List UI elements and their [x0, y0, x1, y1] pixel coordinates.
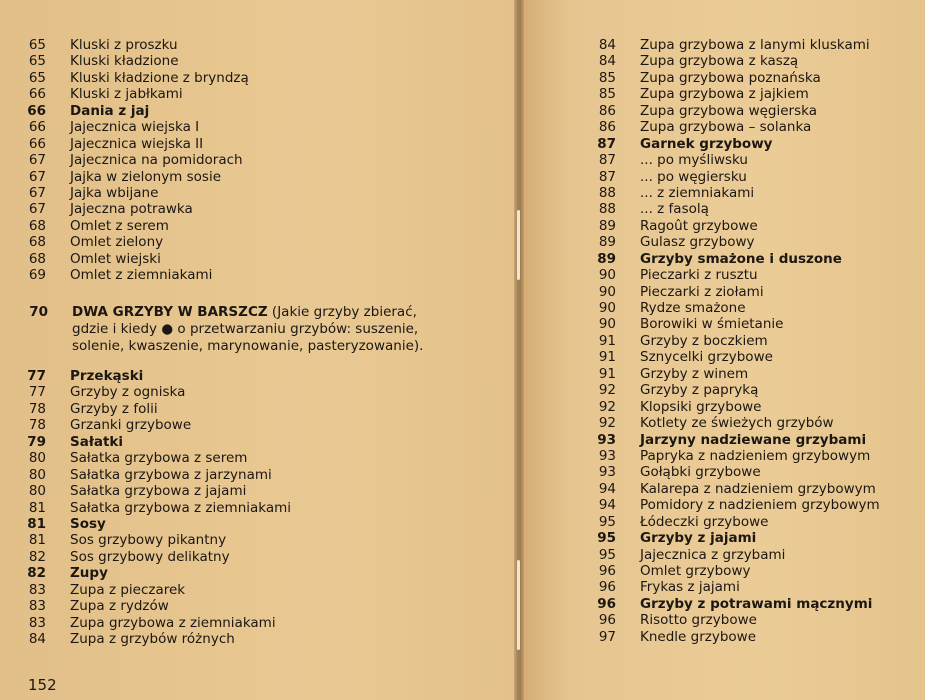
toc-page-number: 65: [28, 37, 46, 53]
toc-entry-title: Frykas z jajami: [640, 579, 740, 596]
toc-page-number: 93: [598, 464, 616, 481]
page-number: 152: [28, 676, 57, 694]
toc-page-number: 89: [598, 234, 616, 251]
toc-page-number: 93: [598, 447, 616, 464]
toc-page-number: 83: [28, 614, 46, 631]
toc-entry-title: Omlet grzybowy: [640, 563, 751, 579]
toc-page-number: 92: [598, 415, 616, 432]
toc-entry-title: Zupa z rydzów: [70, 598, 169, 615]
toc-page-number: 67: [28, 168, 46, 185]
toc-page-number: 90: [598, 283, 616, 300]
toc-entry-title: Grzyby z winem: [640, 365, 749, 382]
toc-page-number: 67: [28, 152, 46, 169]
toc-page-number: 95: [598, 513, 616, 530]
toc-entry-title: Zupa grzybowa węgierska: [640, 102, 817, 119]
toc-section-heading: Jarzyny nadziewane grzybami: [640, 431, 867, 448]
toc-page-number: 82: [28, 548, 46, 565]
toc-page-number: 86: [598, 102, 616, 119]
toc-page-number: 81: [28, 532, 46, 549]
toc-entry-title: Jajecznica na pomidorach: [70, 152, 243, 169]
toc-page-number: 80: [28, 466, 46, 483]
toc-page-number: 87: [597, 135, 616, 152]
toc-page-number: 90: [598, 267, 616, 284]
toc-entry-title: Omlet z ziemniakami: [70, 267, 213, 284]
toc-page-number: 65: [28, 69, 46, 86]
toc-entry-title: Sałatka grzybowa z jajami: [70, 483, 247, 500]
right-page: [520, 0, 925, 700]
toc-section-heading: Grzyby z jajami: [640, 530, 757, 547]
toc-page-number: 91: [598, 349, 616, 366]
toc-entry-title: ... po myśliwsku: [640, 152, 748, 169]
binding-stitch: [517, 560, 520, 650]
toc-page-number: 79: [27, 433, 46, 450]
toc-page-number: 88: [598, 201, 616, 218]
toc-page-number: 94: [598, 497, 616, 514]
toc-section-heading: Przekąski: [70, 368, 144, 384]
toc-page-number: 96: [598, 563, 616, 579]
toc-entry-title: Borowiki w śmietanie: [640, 316, 784, 333]
toc-page-number: 92: [598, 398, 616, 415]
toc-entry-title: Zupa grzybowa z kaszą: [640, 53, 799, 70]
toc-page-number: 89: [597, 250, 616, 267]
toc-section-heading: Grzyby z potrawami mącznymi: [640, 595, 873, 612]
toc-entry-title: Risotto grzybowe: [640, 612, 757, 629]
toc-entry-title: Jajka w zielonym sosie: [70, 168, 222, 185]
toc-entry-title: Gołąbki grzybowe: [640, 464, 761, 481]
toc-page-number: 86: [598, 119, 616, 136]
chapter-line-3: solenie, kwaszenie, marynowanie, pasteryzowanie).: [72, 338, 424, 354]
toc-entry-title: Grzyby z folii: [70, 400, 158, 417]
toc-page-number: 84: [28, 631, 46, 647]
toc-entry-title: Klopsiki grzybowe: [640, 398, 762, 415]
toc-entry-title: Kluski z proszku: [70, 37, 178, 53]
toc-page-number: 66: [27, 102, 46, 119]
toc-entry-title: Gulasz grzybowy: [640, 234, 755, 251]
toc-entry-title: Zupa z pieczarek: [70, 581, 186, 598]
toc-entry-title: Sos grzybowy pikantny: [70, 532, 227, 549]
toc-page-number: 69: [28, 267, 46, 284]
toc-entry-title: Kluski kładzione z bryndzą: [70, 69, 249, 86]
toc-entry-title: Grzyby z papryką: [640, 382, 759, 399]
toc-page-number: 85: [598, 69, 616, 86]
toc-page-number: 87: [598, 168, 616, 185]
toc-entry-title: Omlet wiejski: [70, 250, 161, 267]
toc-page-number: 68: [28, 234, 46, 251]
toc-page-number: 95: [597, 530, 616, 547]
toc-entry-title: Sałatka grzybowa z serem: [70, 450, 248, 467]
toc-entry-title: Sałatka grzybowa z jarzynami: [70, 466, 272, 483]
toc-section-heading: Zupy: [70, 565, 108, 582]
toc-page-number: 66: [28, 119, 46, 136]
toc-entry-title: Zupa grzybowa z lanymi kluskami: [640, 37, 870, 53]
toc-entry-title: Knedle grzybowe: [640, 628, 757, 645]
toc-page-number: 84: [598, 53, 616, 70]
toc-page-number: 81: [28, 499, 46, 516]
toc-entry-title: Zupa z grzybów różnych: [70, 631, 235, 647]
toc-entry-title: Ragoût grzybowe: [640, 217, 758, 234]
toc-page-number: 81: [27, 515, 46, 532]
toc-entry-title: Pieczarki z ziołami: [640, 283, 764, 300]
toc-entry-title: Kalarepa z nadzieniem grzybowym: [640, 480, 876, 497]
chapter-page-number: 70: [29, 304, 48, 320]
toc-entry-title: Omlet z serem: [70, 217, 169, 234]
toc-page-number: 89: [598, 217, 616, 234]
toc-page-number: 96: [597, 595, 616, 612]
toc-page-number: 90: [598, 300, 616, 316]
toc-entry-title: ... z ziemniakami: [640, 184, 755, 201]
toc-page-number: 66: [28, 86, 46, 103]
toc-page-number: 82: [27, 565, 46, 582]
toc-page-number: 92: [598, 382, 616, 399]
toc-page-number: 95: [598, 546, 616, 563]
toc-entry-title: Zupa grzybowa z ziemniakami: [70, 614, 276, 631]
toc-page-number: 91: [598, 332, 616, 349]
toc-entry-title: Zupa grzybowa poznańska: [640, 69, 821, 86]
binding-stitch: [517, 210, 520, 280]
toc-page-number: 68: [28, 217, 46, 234]
toc-page-number: 90: [598, 316, 616, 333]
toc-page-number: 84: [598, 37, 616, 53]
toc-page-number: 91: [598, 365, 616, 382]
toc-section-heading: Sosy: [70, 515, 106, 532]
toc-entry-title: Grzyby z boczkiem: [640, 332, 768, 349]
toc-section-heading: Grzyby smażone i duszone: [640, 250, 842, 267]
toc-entry-title: Grzanki grzybowe: [70, 417, 192, 434]
toc-page-number: 96: [598, 612, 616, 629]
toc-section-heading: Dania z jaj: [70, 102, 150, 119]
toc-section-heading: Garnek grzybowy: [640, 135, 773, 152]
toc-entry-title: Sznycelki grzybowe: [640, 349, 773, 366]
toc-page-number: 78: [28, 400, 46, 417]
toc-page-number: 66: [28, 135, 46, 152]
toc-page-number: 97: [598, 628, 616, 645]
toc-page-number: 77: [28, 384, 46, 401]
toc-entry-title: Pomidory z nadzieniem grzybowym: [640, 497, 880, 514]
toc-entry-title: ... z fasolą: [640, 201, 709, 218]
toc-page-number: 65: [28, 53, 46, 70]
toc-entry-title: Kluski z jabłkami: [70, 86, 183, 103]
toc-page-number: 94: [598, 480, 616, 497]
toc-entry-title: Jajecznica wiejska I: [70, 119, 200, 136]
toc-entry-title: Zupa grzybowa – solanka: [640, 119, 812, 136]
toc-page-number: 83: [28, 598, 46, 615]
toc-page-number: 87: [598, 152, 616, 169]
toc-entry-title: Kluski kładzione: [70, 53, 179, 70]
toc-page-number: 77: [27, 368, 46, 384]
toc-entry-title: Rydze smażone: [640, 300, 746, 316]
toc-page-number: 96: [598, 579, 616, 596]
toc-page-number: 80: [28, 450, 46, 467]
toc-page-number: 67: [28, 184, 46, 201]
toc-entry-title: Kotlety ze świeżych grzybów: [640, 415, 834, 432]
toc-page-number: 88: [598, 184, 616, 201]
toc-entry-title: Papryka z nadzieniem grzybowym: [640, 447, 871, 464]
toc-entry-title: Jajka wbijane: [70, 184, 159, 201]
toc-page-number: 83: [28, 581, 46, 598]
toc-page-number: 78: [28, 417, 46, 434]
toc-page-number: 85: [598, 86, 616, 103]
toc-entry-title: Sałatka grzybowa z ziemniakami: [70, 499, 292, 516]
toc-section-heading: Sałatki: [70, 433, 124, 450]
toc-page-number: 68: [28, 250, 46, 267]
toc-entry-title: Sos grzybowy delikatny: [70, 548, 230, 565]
toc-entry-title: Łódeczki grzybowe: [640, 513, 769, 530]
toc-page-number: 80: [28, 483, 46, 500]
chapter-heading: DWA GRZYBY W BARSZCZ: [72, 304, 268, 320]
toc-entry-title: Grzyby z ogniska: [70, 384, 186, 401]
toc-entry-title: Jajecznica z grzybami: [640, 546, 786, 563]
toc-entry-title: Pieczarki z rusztu: [640, 267, 758, 284]
toc-entry-title: Zupa grzybowa z jajkiem: [640, 86, 809, 103]
toc-entry-title: Jajecznica wiejska II: [70, 135, 204, 152]
chapter-line-2: gdzie i kiedy ● o przetwarzaniu grzybów: suszenie,: [72, 321, 419, 337]
toc-entry-title: ... po węgiersku: [640, 168, 747, 185]
toc-page-number: 67: [28, 201, 46, 218]
toc-entry-title: Omlet zielony: [70, 234, 164, 251]
chapter-description: [72, 304, 492, 355]
chapter-line-1: (Jakie grzyby zbierać,: [267, 304, 417, 320]
toc-page-number: 93: [597, 431, 616, 448]
toc-entry-title: Jajeczna potrawka: [70, 201, 193, 218]
